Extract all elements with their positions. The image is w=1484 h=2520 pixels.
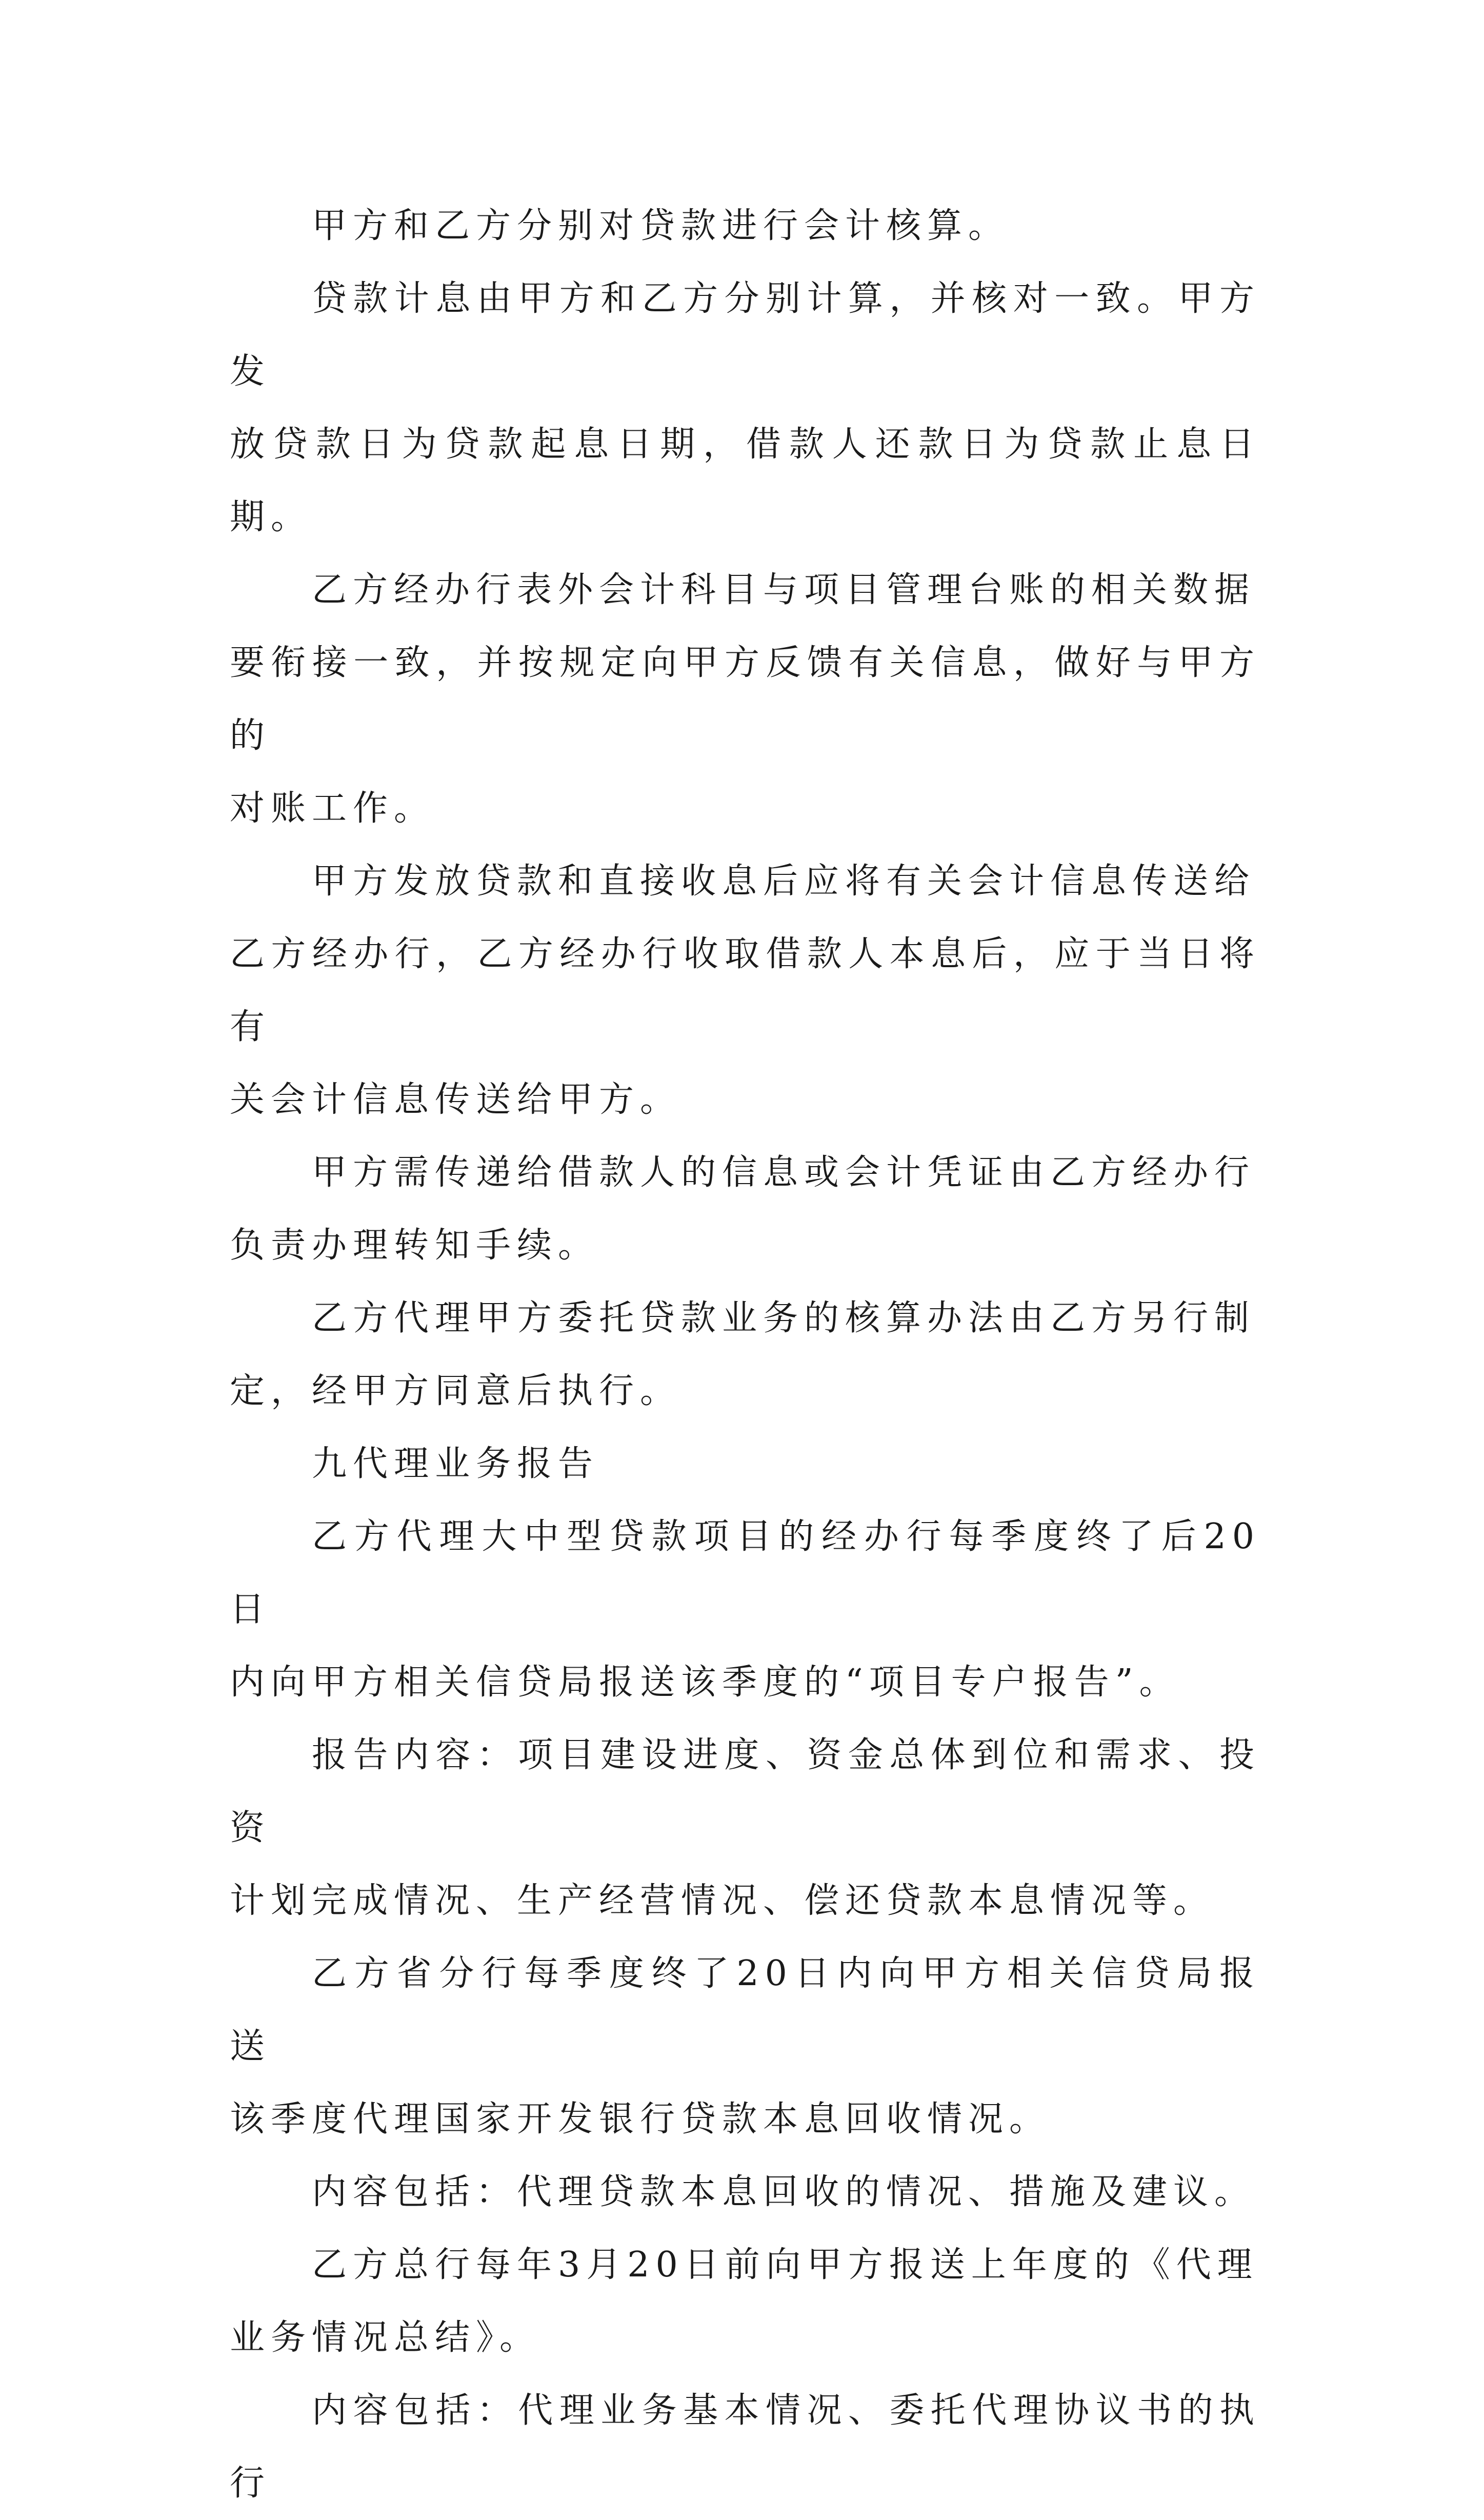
- paragraph-line: 贷款计息由甲方和乙方分别计算，并核对一致。甲方发: [230, 278, 1260, 392]
- paragraph: [230, 2156, 1260, 2229]
- paragraph-line: 放贷款日为贷款起息日期，借款人还款日为贷款止息日期。: [230, 424, 1260, 537]
- paragraph-line: 甲方发放贷款和直接收息后应将有关会计信息传送给: [312, 861, 1256, 902]
- paragraph-line: 乙方代理大中型贷款项目的经办行每季度终了后20日: [230, 1516, 1260, 1630]
- paragraph-line: 对账工作。: [230, 788, 435, 829]
- paragraph-line: 要衔接一致，并按规定向甲方反馈有关信息，做好与甲方的: [230, 643, 1260, 756]
- paragraph-line: 乙方代理甲方委托贷款业务的核算办法由乙方另行制: [312, 1298, 1256, 1338]
- paragraph-line: 内向甲方相关信贷局报送该季度的“项目专户报告”。: [230, 1662, 1180, 1703]
- paragraph-line: 负责办理转知手续。: [230, 1225, 599, 1266]
- paragraph: [230, 2374, 1260, 2520]
- paragraph: [230, 1501, 1260, 1719]
- paragraph-line: 报告内容：项目建设进度、资金总体到位和需求、投资: [230, 1735, 1260, 1848]
- paragraph-line: 乙方省分行每季度终了20日内向甲方相关信贷局报送: [230, 1953, 1260, 2067]
- section-heading: [230, 1428, 1260, 1501]
- paragraph-line: 业务情况总结》。: [230, 2317, 541, 2358]
- paragraph-line: 内容包括：代理贷款本息回收的情况、措施及建议。: [312, 2172, 1256, 2212]
- paragraph-line: 计划完成情况、生产经营情况、偿还贷款本息情况等。: [230, 1881, 1215, 1921]
- paragraph: [230, 2229, 1260, 2374]
- paragraph-line: 该季度代理国家开发银行贷款本息回收情况。: [230, 2099, 1051, 2139]
- paragraph: [230, 1136, 1260, 1282]
- paragraph-line: 甲方需传递给借款人的信息或会计凭证由乙方经办行: [312, 1152, 1256, 1193]
- paragraph: [230, 190, 1260, 263]
- paragraph-line: 关会计信息传送给甲方。: [230, 1079, 681, 1120]
- paragraph-line: 定，经甲方同意后执行。: [230, 1371, 681, 1411]
- section-heading-text: 九代理业务报告: [312, 1444, 599, 1484]
- paragraph-line: 乙方经办行表外会计科目与项目管理台账的相关数据: [312, 570, 1256, 610]
- paragraph: [230, 263, 1260, 554]
- paragraph: [230, 1937, 1260, 2156]
- document-body: [230, 190, 1260, 2520]
- paragraph-line: 内容包括：代理业务基本情况、委托代理协议书的执行: [230, 2390, 1260, 2504]
- paragraph: [230, 1282, 1260, 1428]
- paragraph: [230, 1719, 1260, 1937]
- paragraph: [230, 845, 1260, 1136]
- paragraph-line: 甲方和乙方分别对贷款进行会计核算。: [312, 206, 1010, 246]
- paragraph: [230, 554, 1260, 845]
- paragraph-line: 乙方总行每年3月20日前向甲方报送上年度的《代理: [312, 2245, 1258, 2285]
- paragraph-line: 乙方经办行，乙方经办行收取借款人本息后，应于当日将有: [230, 934, 1260, 1047]
